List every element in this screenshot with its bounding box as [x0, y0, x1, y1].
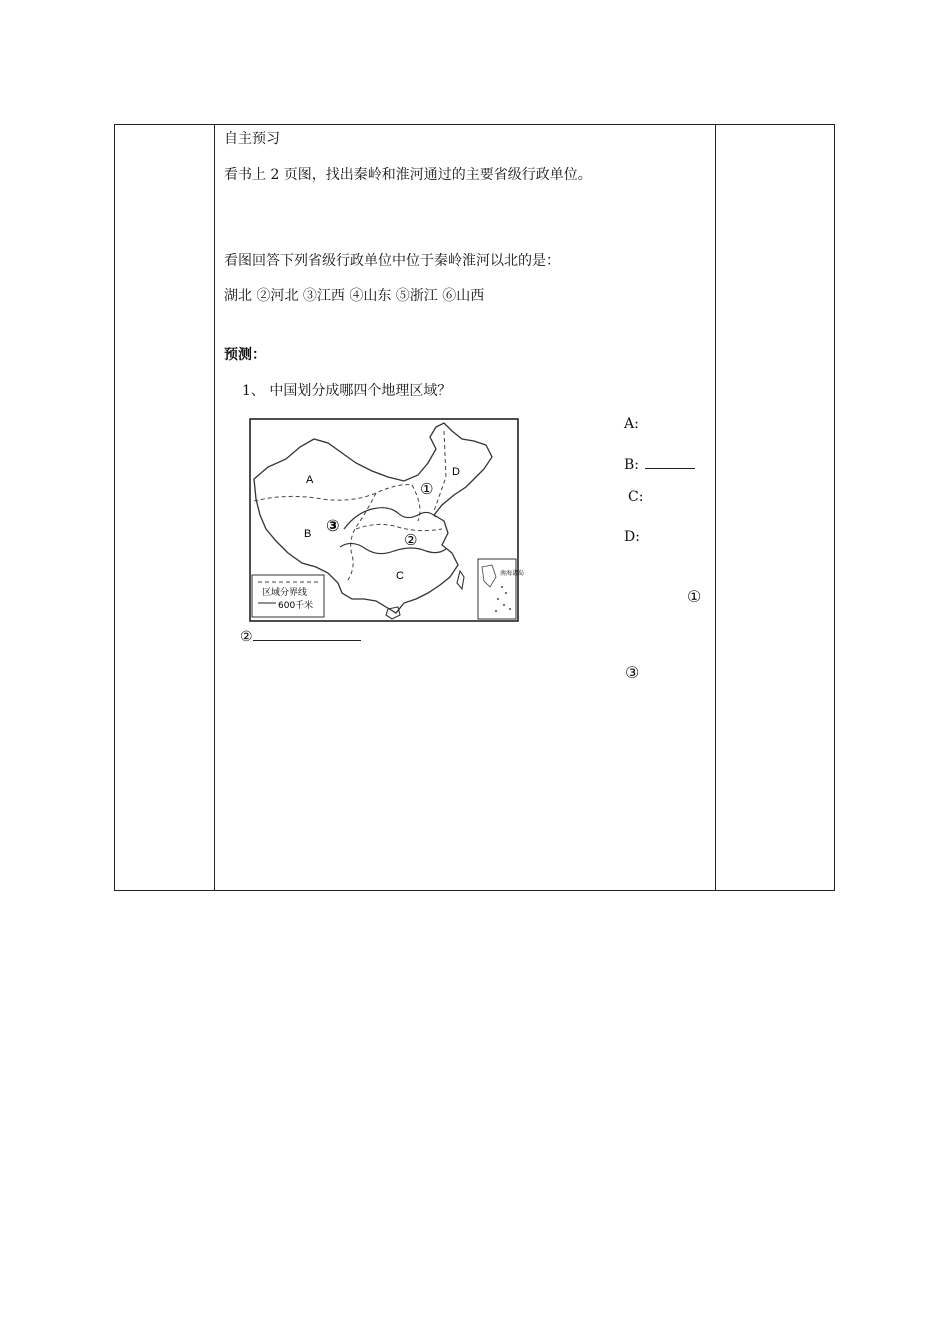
legend-scale-text: 600千米	[278, 601, 314, 611]
circle-label-1: ①	[420, 480, 434, 498]
svg-text:南海诸岛: 南海诸岛	[500, 570, 525, 577]
inset-label	[500, 569, 524, 577]
question-1: 1、 中国划分成哪四个地理区域？	[242, 383, 452, 399]
answer-3-label: ③	[625, 663, 640, 682]
china-regions-map	[248, 417, 548, 635]
region-label-a: A	[306, 474, 314, 486]
region-label-c: C	[396, 570, 404, 582]
section-title: 自主预习	[224, 131, 280, 147]
answer-d-label: D:	[624, 529, 640, 545]
column-divider-right	[715, 125, 716, 890]
column-divider-left	[214, 125, 215, 890]
province-options: 湖北 ②河北 ③江西 ④山东 ⑤浙江 ⑥山西	[224, 288, 485, 304]
region-label-b: B	[304, 528, 312, 540]
answer-a-label: A:	[624, 416, 639, 432]
instruction-1: 看书上 2 页图，找出秦岭和淮河通过的主要省级行政单位。	[224, 167, 592, 183]
answer-b-blank[interactable]	[645, 456, 695, 469]
prediction-heading: 预测：	[224, 347, 266, 363]
instruction-2: 看图回答下列省级行政单位中位于秦岭淮河以北的是：	[224, 253, 560, 269]
circle-label-3: ③	[326, 516, 340, 535]
answer-1-label: ①	[687, 587, 702, 606]
answer-b-label: B:	[624, 456, 695, 474]
south-china-sea-inset	[478, 559, 516, 619]
answer-c-label: C:	[628, 489, 644, 505]
answer-2-label: ②	[240, 628, 361, 646]
legend-boundary-text: 区域分界线	[262, 588, 308, 598]
region-label-d: D	[452, 466, 460, 478]
circle-label-2: ②	[404, 531, 418, 549]
